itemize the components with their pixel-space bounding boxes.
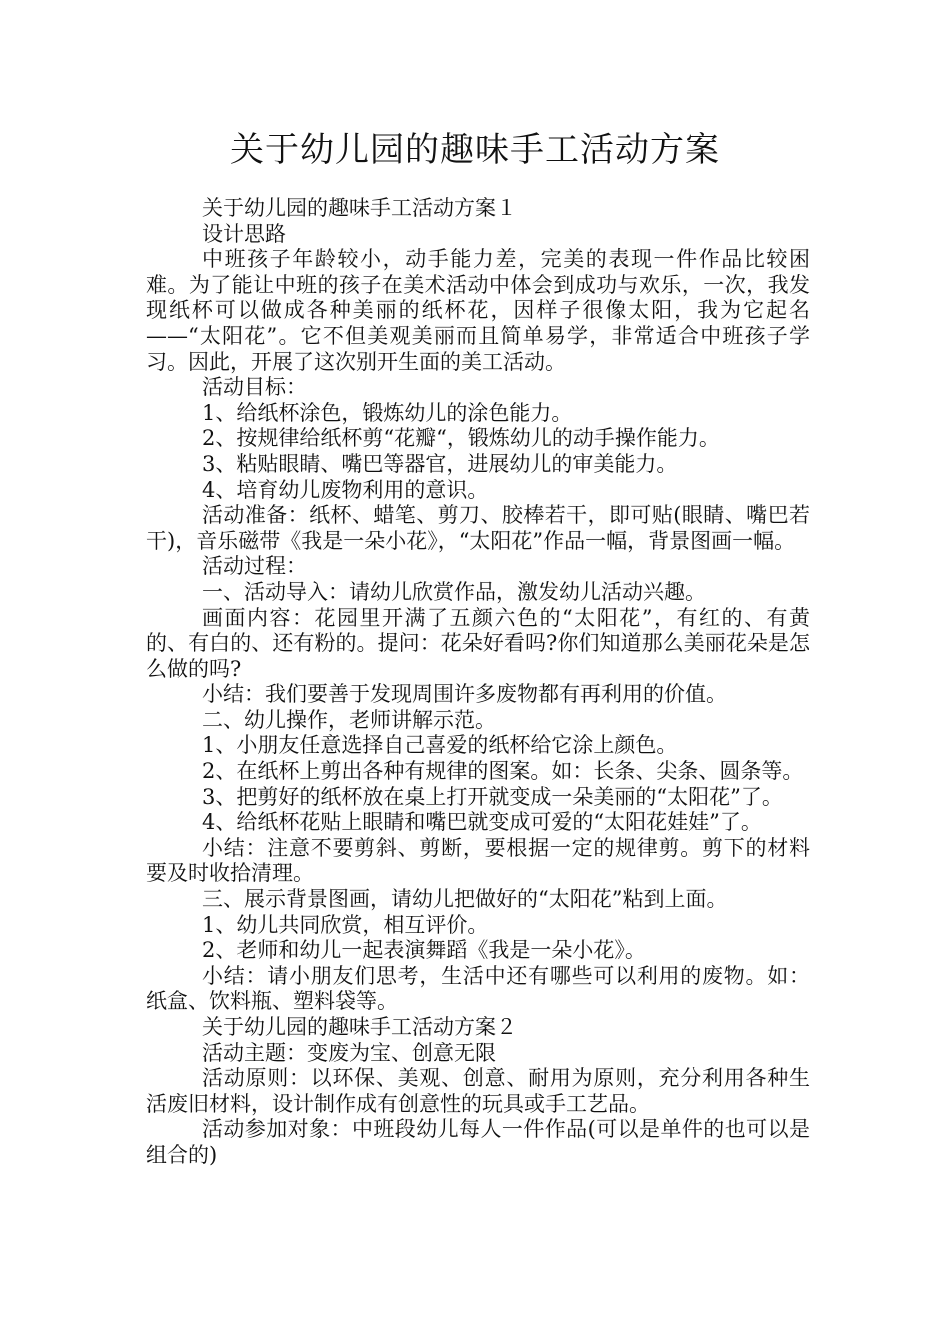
- document-title: 关于幼儿园的趣味手工活动方案: [230, 130, 720, 170]
- paragraph-step-2: 二、幼儿操作，老师讲解示范。: [202, 707, 496, 732]
- paragraph-summary-1: 小结：我们要善于发现周围许多废物都有再利用的价值。: [202, 682, 727, 707]
- section-heading-2: 关于幼儿园的趣味手工活动方案２: [202, 1015, 517, 1039]
- paragraph-step-3-item-2: 2、老师和幼儿一起表演舞蹈《我是一朵小花》。: [202, 938, 646, 963]
- paragraph-design-text: 中班孩子年龄较小，动手能力差，完美的表现一件作品比较困难。为了能让中班的孩子在美术活动中体会到成功与欢乐，一次，我发现纸杯可以做成各种美丽的纸杯花，因样子很像太阳，我为它起名——“太阳花”。它不但美观美丽而且简单易学，非常适合中班孩子学习。因此，开展了这次别开生面的美工活动。: [146, 247, 810, 374]
- paragraph-step-2-item-1: 1、小朋友任意选择自己喜爱的纸杯给它涂上颜色。: [202, 733, 678, 758]
- paragraph-participants: 活动参加对象：中班段幼儿每人一件作品(可以是单件的也可以是组合的): [146, 1117, 810, 1167]
- paragraph-step-3: 三、展示背景图画，请幼儿把做好的“太阳花”粘到上面。: [202, 887, 728, 912]
- paragraph-preparation: 活动准备：纸杯、蜡笔、剪刀、胶棒若干，即可贴(眼睛、嘴巴若干)，音乐磁带《我是一朵小花》，“太阳花”作品一幅，背景图画一幅。: [146, 503, 810, 553]
- paragraph-theme: 活动主题：变废为宝、创意无限: [202, 1040, 496, 1065]
- paragraph-summary-2: 小结：注意不要剪斜、剪断，要根据一定的规律剪。剪下的材料要及时收拾清理。: [146, 835, 810, 886]
- paragraph-goal-2: 2、按规律给纸杯剪“花瓣“，锻炼幼儿的动手操作能力。: [202, 426, 720, 451]
- paragraph-goal-4: 4、培育幼儿废物利用的意识。: [202, 477, 489, 502]
- paragraph-goals-heading: 活动目标：: [202, 375, 307, 400]
- paragraph-picture-content: 画面内容：花园里开满了五颜六色的“太阳花”，有红的、有黄的、有白的、还有粉的。提问：花朵好看吗?你们知道那么美丽花朵是怎么做的吗?: [146, 605, 810, 681]
- paragraph-step-1: 一、活动导入：请幼儿欣赏作品，激发幼儿活动兴趣。: [202, 579, 706, 604]
- document-body: [146, 196, 810, 1169]
- section-heading-1: 关于幼儿园的趣味手工活动方案１: [202, 196, 517, 220]
- paragraph-principle: 活动原则：以环保、美观、创意、耐用为原则，充分利用各种生活废旧材料，设计制作成有创意性的玩具或手工艺品。: [146, 1066, 810, 1116]
- paragraph-summary-3: 小结：请小朋友们思考，生活中还有哪些可以利用的废物。如：纸盒、饮料瓶、塑料袋等。: [146, 963, 810, 1014]
- paragraph-goal-3: 3、粘贴眼睛、嘴巴等器官，进展幼儿的审美能力。: [202, 451, 678, 476]
- paragraph-step-2-item-3: 3、把剪好的纸杯放在桌上打开就变成一朵美丽的“太阳花”了。: [202, 784, 783, 809]
- paragraph-design-heading: 设计思路: [202, 221, 286, 246]
- paragraph-goal-1: 1、给纸杯涂色，锻炼幼儿的涂色能力。: [202, 400, 573, 425]
- paragraph-step-2-item-2: 2、在纸杯上剪出各种有规律的图案。如：长条、尖条、圆条等。: [202, 759, 804, 784]
- paragraph-step-3-item-1: 1、幼儿共同欣赏，相互评价。: [202, 912, 489, 937]
- paragraph-process-heading: 活动过程：: [202, 554, 307, 579]
- paragraph-step-2-item-4: 4、给纸杯花贴上眼睛和嘴巴就变成可爱的“太阳花娃娃”了。: [202, 810, 762, 835]
